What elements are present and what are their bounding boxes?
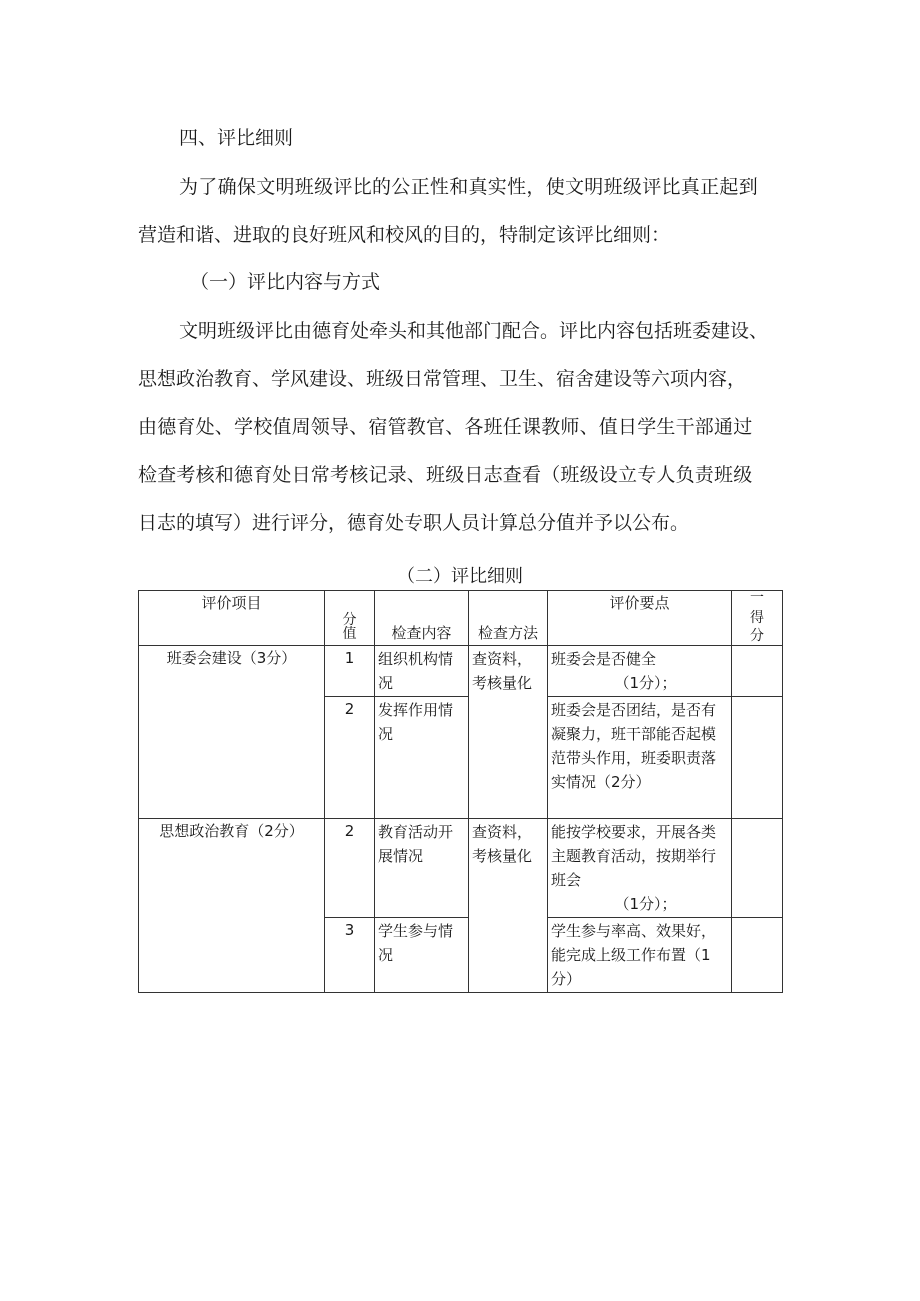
header-content: 检查内容 (375, 591, 469, 646)
score-cell: 2 (325, 819, 375, 918)
evaluation-table (138, 590, 783, 993)
body-line-3: 由德育处、学校值周领导、宿管教官、各班任课教师、值日学生干部通过 (138, 416, 753, 438)
intro-line-1: 为了确保文明班级评比的公正性和真实性，使文明班级评比真正起到 (179, 176, 759, 198)
header-got: 一 得 分 (732, 591, 783, 646)
got-cell (732, 819, 783, 918)
points-cell: 班委会是否团结，是否有凝聚力，班干部能否起模范带头作用，班委职责落实情况（2分） (548, 697, 732, 819)
method-cell: 查资料，考核量化 (469, 819, 548, 993)
header-item: 评价项目 (139, 591, 325, 646)
header-score: 分 值 (325, 591, 375, 646)
body-line-4: 检查考核和德育处日常考核记录、班级日志查看（班级设立专人负责班级 (138, 464, 753, 486)
method-cell: 查资料，考核量化 (469, 646, 548, 819)
item-cell: 思想政治教育（2分） (139, 819, 325, 993)
header-method: 检查方法 (469, 591, 548, 646)
points-cell: 班委会是否健全 （1分）； (548, 646, 732, 697)
section-title: 四、评比细则 (179, 127, 294, 149)
content-cell: 教育活动开展情况 (375, 819, 469, 918)
points-cell: 学生参与率高、效果好，能完成上级工作布置（1分） (548, 918, 732, 993)
got-cell (732, 646, 783, 697)
item-cell: 班委会建设（3分） (139, 646, 325, 819)
body-line-2: 思想政治教育、学风建设、班级日常管理、卫生、宿舍建设等六项内容， (138, 368, 747, 390)
content-cell: 学生参与情况 (375, 918, 469, 993)
score-cell: 1 (325, 646, 375, 697)
table-caption: （二）评比细则 (397, 566, 523, 587)
table-header-row (139, 591, 783, 646)
table-row (139, 646, 783, 697)
subsection-title-1: （一）评比内容与方式 (190, 271, 381, 293)
got-cell (732, 918, 783, 993)
score-cell: 2 (325, 697, 375, 819)
intro-line-2: 营造和谐、进取的良好班风和校风的目的，特制定该评比细则： (138, 224, 671, 246)
content-cell: 发挥作用情况 (375, 697, 469, 819)
got-cell (732, 697, 783, 819)
body-line-1: 文明班级评比由德育处牵头和其他部门配合。评比内容包括班委建设、 (179, 320, 769, 342)
header-points: 评价要点 (548, 591, 732, 646)
table-row (139, 819, 783, 918)
content-cell: 组织机构情况 (375, 646, 469, 697)
body-line-5: 日志的填写）进行评分，德育处专职人员计算总分值并予以公布。 (138, 512, 690, 534)
points-cell: 能按学校要求，开展各类主题教育活动，按期举行班会 （1分）； (548, 819, 732, 918)
score-cell: 3 (325, 918, 375, 993)
